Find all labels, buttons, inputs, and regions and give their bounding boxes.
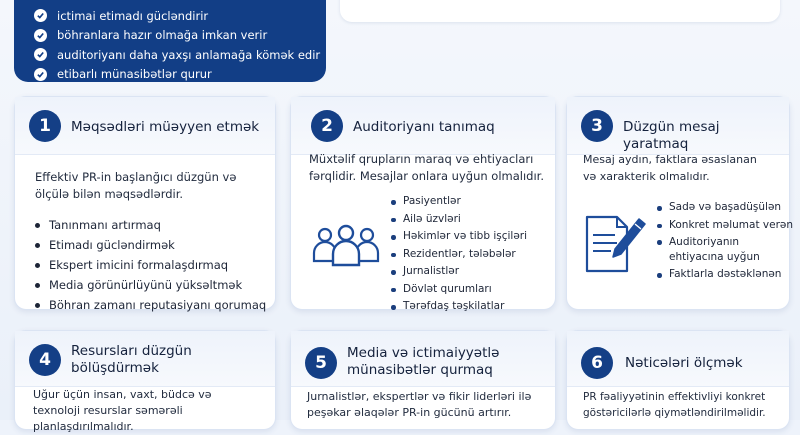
benefit-text: etibarlı münasibətlər qurur <box>57 67 212 82</box>
list-item: Ekspert imicini formalaşdırmaq <box>35 255 266 275</box>
card-title <box>347 345 499 379</box>
card-title: Nəticələri ölçmək <box>625 355 743 371</box>
intro-line: ölçülə bilən məqsədlərdir. <box>35 187 184 201</box>
intro-line: fərqlidir. Mesajlar onlara uyğun olmalıdır. <box>309 169 544 183</box>
benefits-banner <box>14 0 326 82</box>
list-item: Faktlarla dəstəklənən <box>657 266 785 284</box>
card-intro <box>33 387 277 435</box>
list-item: Tanınmanı artırmaq <box>35 215 266 235</box>
card-title: Düzgün mesaj yaratmaq <box>623 119 720 152</box>
list-item: Həkimlər və tibb işçiləri <box>391 228 527 246</box>
benefit-item <box>34 6 326 26</box>
benefit-item <box>34 65 326 85</box>
benefit-text: böhranlara hazır olmağa imkan verir <box>57 28 268 43</box>
check-icon <box>34 48 47 61</box>
title-line: Resursları düzgün <box>71 343 192 359</box>
title-line: bölüşdürmək <box>71 360 159 376</box>
message-list <box>657 199 794 284</box>
list-item: Tərəfdaş təşkilatlar <box>391 298 527 316</box>
intro-line: texnoloji resurslar səmərəli planlaşdırılmalıdır. <box>33 404 183 433</box>
list-item: Media görünürlüyünü yüksəltmək <box>35 275 266 295</box>
list-item: Auditoriyanın ehtiyacına uyğun <box>657 234 785 266</box>
card-intro <box>583 389 789 421</box>
list-item: Pasiyentlər <box>391 193 527 211</box>
card-message <box>566 96 794 310</box>
list-item: Jurnalistlər <box>391 263 527 281</box>
step-number: 3 <box>581 110 613 142</box>
intro-line: Müxtəlif qrupların maraq və ehtiyacları <box>309 152 534 166</box>
card-intro <box>307 389 555 421</box>
card-measure-results <box>566 330 790 430</box>
card-title: Məqsədləri müəyyen etmək <box>71 119 260 135</box>
list-item: Rezidentlər, tələbələr <box>391 246 527 264</box>
intro-line: göstəricilərlə qiymətləndirilməlidir. <box>583 407 766 419</box>
list-item: Konkret məlumat verən <box>657 217 785 235</box>
intro-line: Jurnalistlər, ekspertlər və fikir liderləri ilə <box>307 390 532 403</box>
audience-list <box>391 193 527 316</box>
top-right-panel <box>340 0 780 22</box>
card-audience <box>290 96 556 310</box>
benefit-text: auditoriyanı daha yaxşı anlamağa kömək edir <box>57 47 321 62</box>
list-item: Sadə və başadüşülən <box>657 199 785 217</box>
list-item: Dövlət qurumları <box>391 281 527 299</box>
card-intro <box>35 169 275 203</box>
intro-line: və xarakterik olmalıdır. <box>583 170 710 183</box>
intro-line: Effektiv PR-in başlanğıcı düzgün və <box>35 170 237 184</box>
benefit-text: ictimai etimadı gücləndirir <box>57 8 209 23</box>
card-media-relations <box>290 330 556 430</box>
card-title <box>71 343 192 377</box>
step-number: 4 <box>29 344 61 376</box>
check-icon <box>34 29 47 42</box>
card-resources <box>14 330 276 433</box>
step-number: 2 <box>311 110 343 142</box>
list-item: Ailə üzvləri <box>391 211 527 229</box>
card-intro <box>309 151 553 185</box>
step-number: 1 <box>29 110 61 142</box>
title-line: Media və ictimaiyyətlə <box>347 345 500 361</box>
step-number: 5 <box>305 347 337 379</box>
goals-list <box>35 215 266 315</box>
intro-line: Mesaj aydın, faktlara əsaslanan <box>583 153 757 166</box>
benefit-item <box>34 26 326 46</box>
check-icon <box>34 68 47 81</box>
benefits-list <box>34 6 326 84</box>
title-line: münasibətlər qurmaq <box>347 362 493 378</box>
list-item: Böhran zamanı reputasiyanı qorumaq <box>35 295 266 315</box>
step-number: 6 <box>581 347 613 379</box>
intro-line: PR fəaliyyətinin effektivliyi konkret <box>583 391 766 403</box>
intro-line: Uğur üçün insan, vaxt, büdcə və <box>33 388 212 401</box>
card-title: Auditoriyanı tanımaq <box>353 119 495 135</box>
people-group-icon <box>311 221 381 275</box>
benefit-item <box>34 45 326 65</box>
list-item: Etimadı gücləndirmək <box>35 235 266 255</box>
card-goals <box>14 96 276 310</box>
intro-line: peşəkar əlaqələr PR-in gücünü artırır. <box>307 406 512 419</box>
card-intro <box>583 151 789 185</box>
document-pen-icon <box>583 213 647 279</box>
check-icon <box>34 9 47 22</box>
